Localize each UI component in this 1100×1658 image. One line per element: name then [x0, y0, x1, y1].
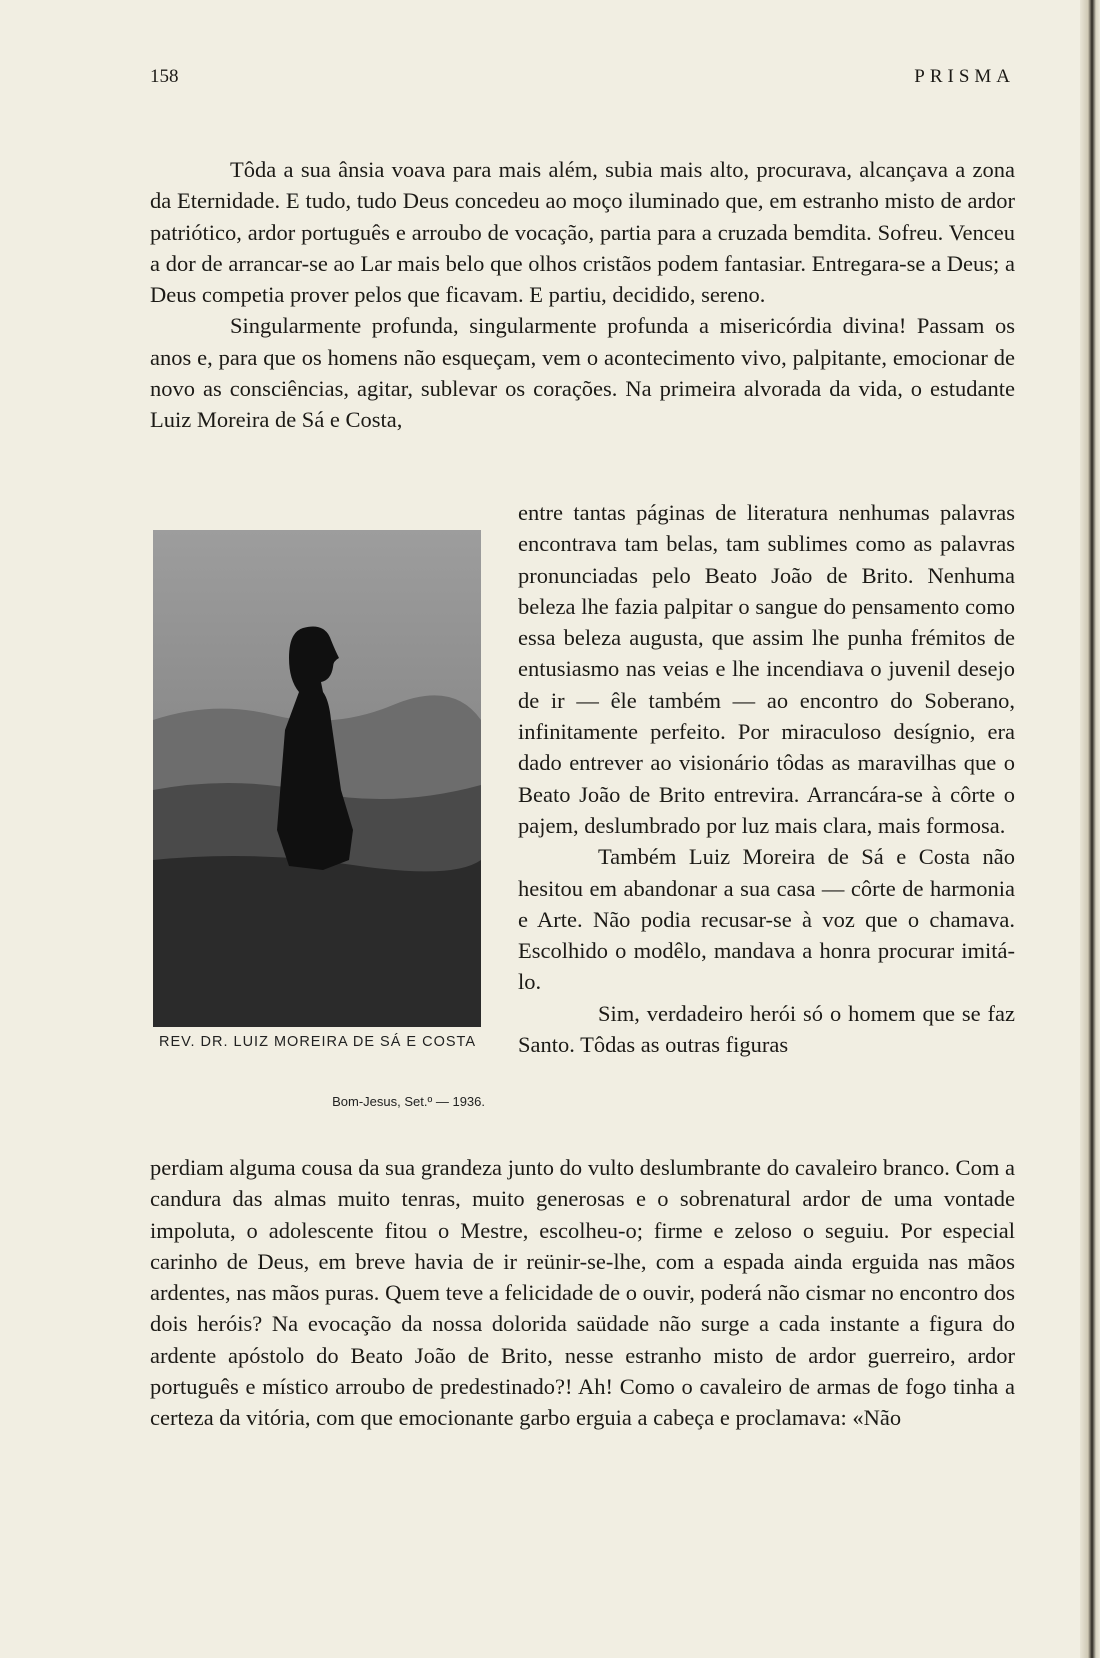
body-text-right	[518, 497, 1015, 1060]
paragraph: Sim, verdadeiro herói só o homem que se faz Santo. Tôdas as outras figuras	[518, 1000, 1015, 1058]
paragraph: Também Luiz Moreira de Sá e Costa não hesitou em abandonar a sua casa — côrte de harmonia e Arte. Não podia recusar-se à voz que o chamava. Escolhido o modêlo, mandava a honra procurar imitá-lo.	[518, 844, 1015, 995]
body-text-top	[150, 154, 1015, 436]
figure-credit: Bom-Jesus, Set.º — 1936.	[332, 1094, 485, 1109]
body-text-bottom	[150, 1152, 1015, 1434]
silhouette-photo-image	[153, 530, 481, 1027]
running-title: PRISMA	[914, 66, 1015, 87]
paragraph: Singularmente profunda, singularmente profunda a misericórdia divina! Passam os anos e, para que os homens não esqueçam, vem o acontecimento vivo, palpitante, emocionar de novo as consciências, agitar, sublevar os corações. Na primeira alvorada da vida, o estudante Luiz Moreira de Sá e Costa,	[150, 313, 1015, 433]
paragraph: entre tantas páginas de literatura nenhumas palavras encontrava tam belas, tam sublimes como as palavras pronunciadas pelo Beato João de Brito. Nenhuma beleza lhe fazia palpitar o sangue do pensamento como essa beleza augusta, que assim lhe punha frémitos de entusiasmo nas veias e lhe incendiava o juvenil desejo de ir — êle também — ao encontro do Soberano, infinitamente perfeito. Por miraculoso desígnio, era dado entrever ao visionário tôdas as maravilhas que o Beato João de Brito entrevira. Arrancára-se à côrte o pajem, deslumbrado por luz mais clara, mais formosa.	[518, 500, 1015, 838]
paragraph: perdiam alguma cousa da sua grandeza junto do vulto deslumbrante do cavaleiro branco. Com a candura das almas muito tenras, muito generosas e o sobrenatural ardor de uma vontade impoluta, o adolescente fitou o Mestre, escolheu-o; firme e zeloso o seguiu. Por especial carinho de Deus, em breve havia de ir reünir-se-lhe, com a espada ainda erguida nas mãos ardentes, nas mãos puras. Quem teve a felicidade de o ouvir, poderá não cismar no encontro dos dois heróis? Na evocação da nossa dolorida saüdade não surge a cada instante a figura do ardente apóstolo do Beato João de Brito, nesse estranho misto de ardor guerreiro, ardor português e místico arroubo de predestinado?! Ah! Como o cavaleiro de armas de fogo tinha a certeza da vitória, com que emocionante garbo erguia a cabeça e proclamava: «Não	[150, 1155, 1015, 1431]
figure-caption: REV. DR. LUIZ MOREIRA DE SÁ E COSTA	[158, 1034, 476, 1050]
portrait-photo	[153, 530, 481, 1027]
page-header	[150, 66, 1015, 96]
page-edge	[1080, 0, 1100, 1658]
page-number: 158	[150, 66, 179, 87]
portrait-figure	[150, 530, 485, 1030]
paragraph: Tôda a sua ânsia voava para mais além, subia mais alto, procurava, alcançava a zona da Eternidade. E tudo, tudo Deus concedeu ao moço iluminado que, em estranho misto de ardor patriótico, ardor português e arroubo de vocação, partia para a cruzada bemdita. Sofreu. Venceu a dor de arrancar-se ao Lar mais belo que olhos cristãos podem fantasiar. Entregara-se a Deus; a Deus competia prover pelos que ficavam. E partiu, decidido, sereno.	[150, 157, 1015, 308]
